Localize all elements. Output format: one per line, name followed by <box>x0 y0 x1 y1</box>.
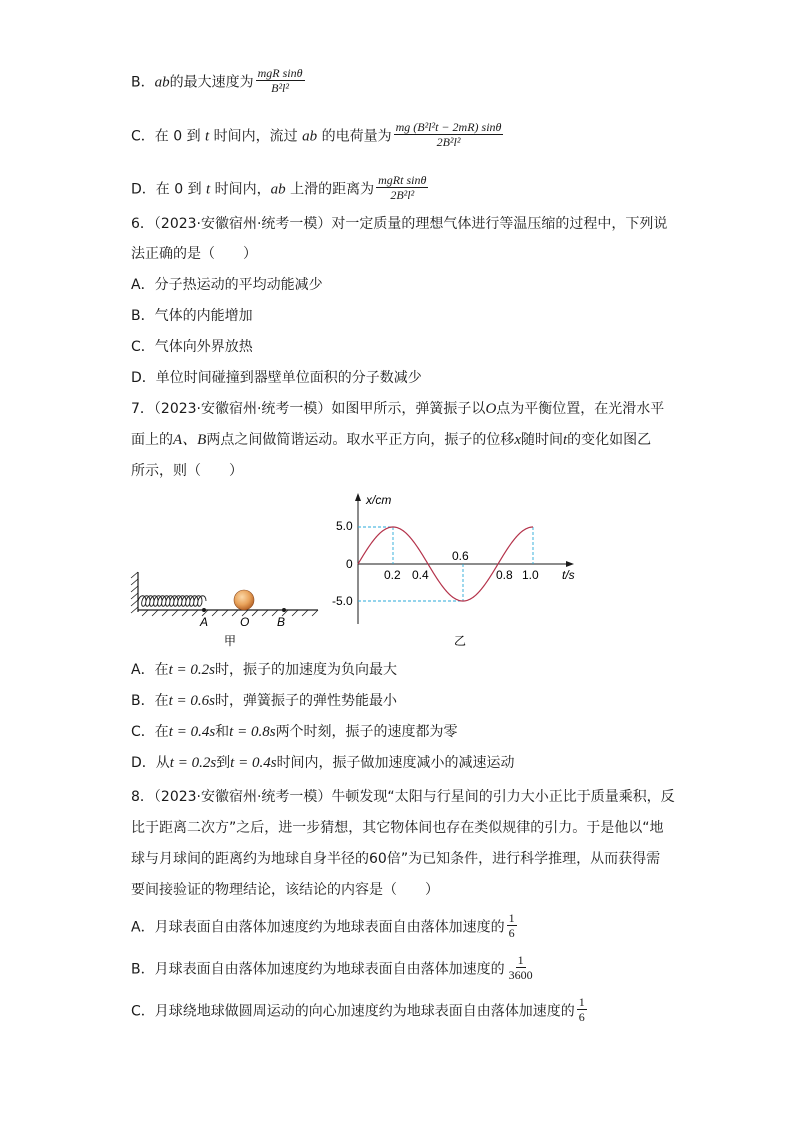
x-axis-label: t/s <box>562 568 575 582</box>
q6-option-a: A．分子热运动的平均动能减少 <box>131 277 323 293</box>
tick-t-06: 0.6 <box>452 549 469 563</box>
q6-option-b: B．气体的内能增加 <box>131 308 253 324</box>
label-o: O <box>240 615 250 629</box>
tick-t-10: 1.0 <box>522 568 539 582</box>
label-b: B <box>277 615 286 629</box>
fraction: $\frac{\text{mgR sinθ}}{\text{B²l²}}$ <box>257 66 303 95</box>
tick-t-04: 0.4 <box>412 568 429 582</box>
figure-jia <box>131 572 318 648</box>
fraction: $\frac{1}{3600}$ <box>508 953 533 982</box>
q6-option-c: C．气体向外界放热 <box>131 339 253 355</box>
q5-option-b: B．ab的最大速度为 $\frac{\text{mgR sinθ}}{\text{B²l²}}$ <box>131 66 303 95</box>
q6-stem-line1: 6．（2023·安徽宿州·统考一模）对一定质量的理想气体进行等温压缩的过程中，下列说 <box>131 216 668 232</box>
figure-svg <box>128 490 588 650</box>
q5-option-d: D．在 0 到 t 时间内，ab 上滑的距离为 $\frac{\text{mgRt sinθ}}{\text{2B²l²}}$ <box>131 173 427 202</box>
y-axis-arrow <box>355 493 361 501</box>
oscillator-ball <box>234 590 254 610</box>
y-axis-label: x/cm <box>366 493 392 507</box>
caption-jia: 甲 <box>224 634 237 648</box>
caption-yi: 乙 <box>454 634 467 648</box>
fraction: $\frac{1}{6}$ <box>578 995 585 1024</box>
tick-t-08: 0.8 <box>496 568 513 582</box>
q7-stem-line3: 所示，则（ ） <box>131 463 243 479</box>
q7-figure <box>128 490 588 650</box>
q8-stem-line3: 球与月球间的距离约为地球自身半径的60倍”为已知条件，进行科学推理，从而获得需 <box>131 851 661 867</box>
x-axis-arrow <box>566 561 574 567</box>
q8-option-c: C．月球绕地球做圆周运动的向心加速度约为地球表面自由落体加速度的 $\frac{1}{6}$ <box>131 995 585 1024</box>
tick-origin: 0 <box>346 557 353 571</box>
q7-stem-line2: 面上的A、B两点之间做简谐运动。取水平正方向，振子的位移x随时间t的变化如图乙 <box>131 432 652 448</box>
q7-stem-line1: 7．（2023·安徽宿州·统考一模）如图甲所示，弹簧振子以O点为平衡位置，在光滑水平 <box>131 401 665 417</box>
q6-stem-line2: 法正确的是（ ） <box>131 246 257 262</box>
floor-hatching <box>142 610 318 616</box>
fraction: $\frac{\text{mgRt sinθ}}{\text{2B²l²}}$ <box>378 173 427 202</box>
label-a: A <box>200 615 209 629</box>
q7-option-c: C．在t = 0.4s和t = 0.8s两个时刻，振子的速度都为零 <box>131 724 458 740</box>
fraction: $\frac{\text{mg (B²l²t − 2mR) sinθ}}{\text{2B²l²}}$ <box>395 120 502 149</box>
fraction: $\frac{1}{6}$ <box>508 911 515 940</box>
tick-y-pos: 5.0 <box>336 519 353 533</box>
point-a-dot <box>202 608 206 612</box>
tick-t-02: 0.2 <box>384 568 401 582</box>
q8-stem-line1: 8．（2023·安徽宿州·统考一模）牛顿发现“太阳与行星间的引力大小正比于质量乘积，反 <box>131 789 675 805</box>
point-b-dot <box>282 608 286 612</box>
q7-option-a: A．在t = 0.2s时，振子的加速度为负向最大 <box>131 662 397 678</box>
q7-option-b: B．在t = 0.6s时，弹簧振子的弹性势能最小 <box>131 693 397 709</box>
wall-hatching <box>131 572 138 613</box>
q6-option-d: D．单位时间碰撞到器壁单位面积的分子数减少 <box>131 370 422 386</box>
figure-yi <box>332 493 575 648</box>
tick-y-neg: -5.0 <box>332 594 353 608</box>
spring-coil <box>138 596 206 607</box>
q7-option-d: D．从t = 0.2s到t = 0.4s时间内，振子做加速度减小的减速运动 <box>131 755 515 771</box>
q8-stem-line4: 要间接验证的物理结论，该结论的内容是（ ） <box>131 882 439 898</box>
q8-option-a: A．月球表面自由落体加速度约为地球表面自由落体加速度的 $\frac{1}{6}$ <box>131 911 515 940</box>
q5-option-c: C．在 0 到 t 时间内，流过 ab 的电荷量为 $\frac{\text{mg (B²l²t − 2mR) sinθ}}{\text{2B²l²}}$ <box>131 120 502 149</box>
q8-option-b: B．月球表面自由落体加速度约为地球表面自由落体加速度的 $\frac{1}{3600}$ <box>131 953 533 982</box>
q8-stem-line2: 比于距离二次方”之后，进一步猜想，其它物体间也存在类似规律的引力。于是他以“地 <box>131 820 664 836</box>
